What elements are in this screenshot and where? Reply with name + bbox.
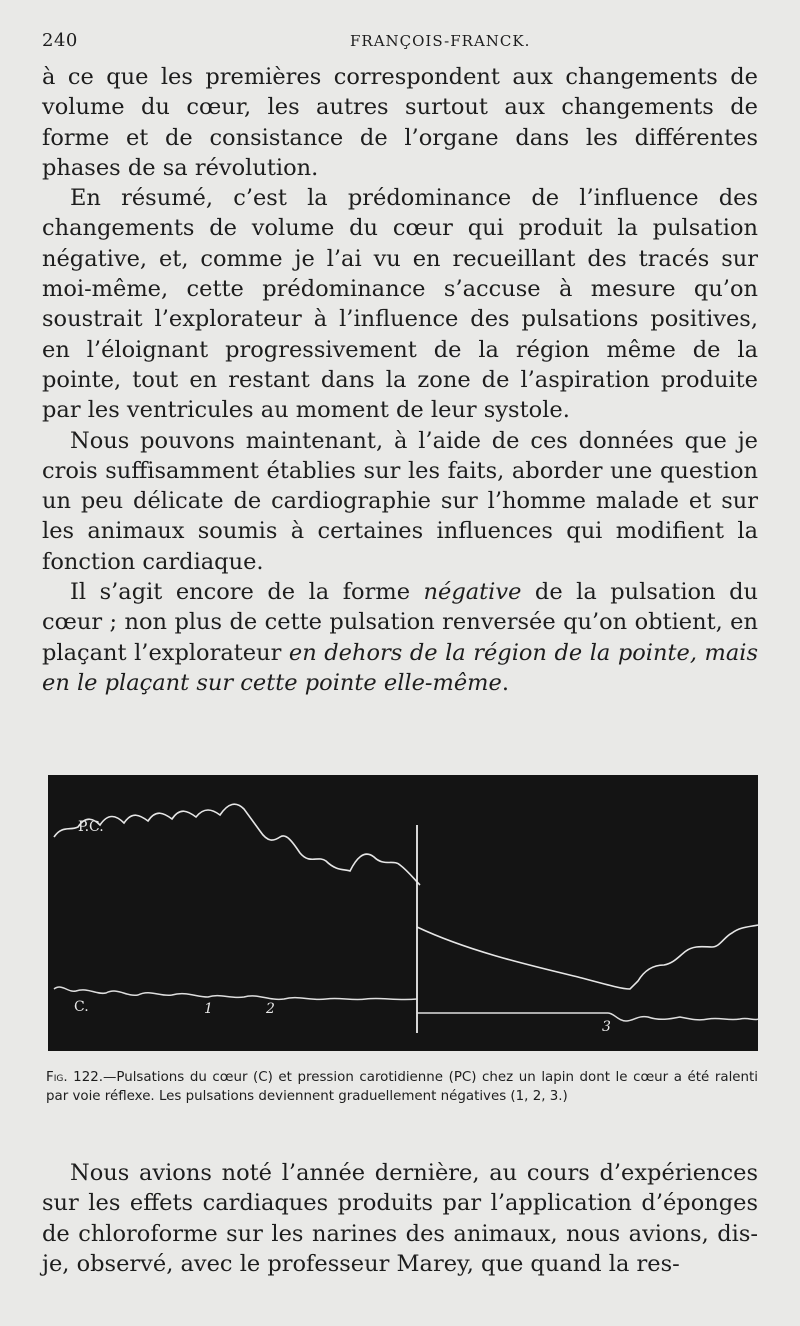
c-trace-left <box>54 987 417 1000</box>
pc-trace-left <box>54 804 420 885</box>
tracing-svg <box>48 775 758 1051</box>
paragraph-3: Nous pouvons maintenant, à l’aide de ces données que je crois suffisamment établies sur les faits, aborder une question un peu délicate de cardiographie sur l’homme malade et sur les animaux soumis à certaines influences qui modifient la fonction cardiaque. <box>42 427 758 575</box>
label-pc: P.C. <box>78 819 104 835</box>
paragraph-4-text-c: . <box>501 669 509 696</box>
paragraph-1: à ce que les premières correspondent aux changements de volume du cœur, les autres surtout aux changements de forme et de consistance de l’organe dans les différentes phases de sa révolution. <box>42 64 758 181</box>
pc-trace-right <box>417 925 758 989</box>
paragraph-4 <box>42 577 758 698</box>
paragraph-4-italic-b: en dehors de la région de la pointe, mais en le plaçant sur cette pointe elle-même <box>42 639 759 696</box>
c-trace-right <box>417 1013 758 1021</box>
paragraph-4-text-a: Il s’agit encore de la forme <box>70 579 424 606</box>
caption-text: —Pulsations du cœur (C) et pression carotidienne (PC) chez un lapin dont le cœur a été ralenti par voie réflexe. Les pulsations deviennent graduellement négatives (1, 2, 3.) <box>46 1070 758 1104</box>
paragraph-5: Nous avions noté l’année dernière, au cours d’expériences sur les effets cardiaques produits par l’application d’éponges de chloroforme sur les narines des animaux, nous avions, dis-je, observé, avec le professeur Marey, que quand la res- <box>42 1160 758 1277</box>
paragraph-4-text-b: de la pulsation du cœur ; non plus de cette pulsation renversée qu’on obtient, en plaçant l’explorateur <box>42 579 758 666</box>
figure-122-tracing <box>48 775 758 1051</box>
body-text-lower <box>42 1158 758 1279</box>
label-3: 3 <box>602 1019 611 1035</box>
page-header <box>42 30 758 54</box>
label-1: 1 <box>204 1001 213 1017</box>
page-number: 240 <box>42 30 78 51</box>
label-2: 2 <box>266 1001 275 1017</box>
paragraph-4-italic-a: négative <box>423 579 522 606</box>
paragraph-2: En résumé, c’est la prédominance de l’influence des changements de volume du cœur qui produit la pulsation négative, et, comme je l’ai vu en recueillant des tracés sur moi-même, cette prédominance s’accuse à mesure qu’on soustrait l’explorateur à l’influence des pulsations positives, en l’éloignant progressivement de la région même de la pointe, tout en restant dans la zone de l’aspiration produite par les ventricules au moment de leur systole. <box>42 185 758 424</box>
running-head: FRANÇOIS-FRANCK. <box>350 32 531 50</box>
figure-caption <box>46 1068 758 1106</box>
caption-label: Fig. 122. <box>46 1070 103 1085</box>
label-c: C. <box>74 999 89 1015</box>
body-text <box>42 62 758 698</box>
